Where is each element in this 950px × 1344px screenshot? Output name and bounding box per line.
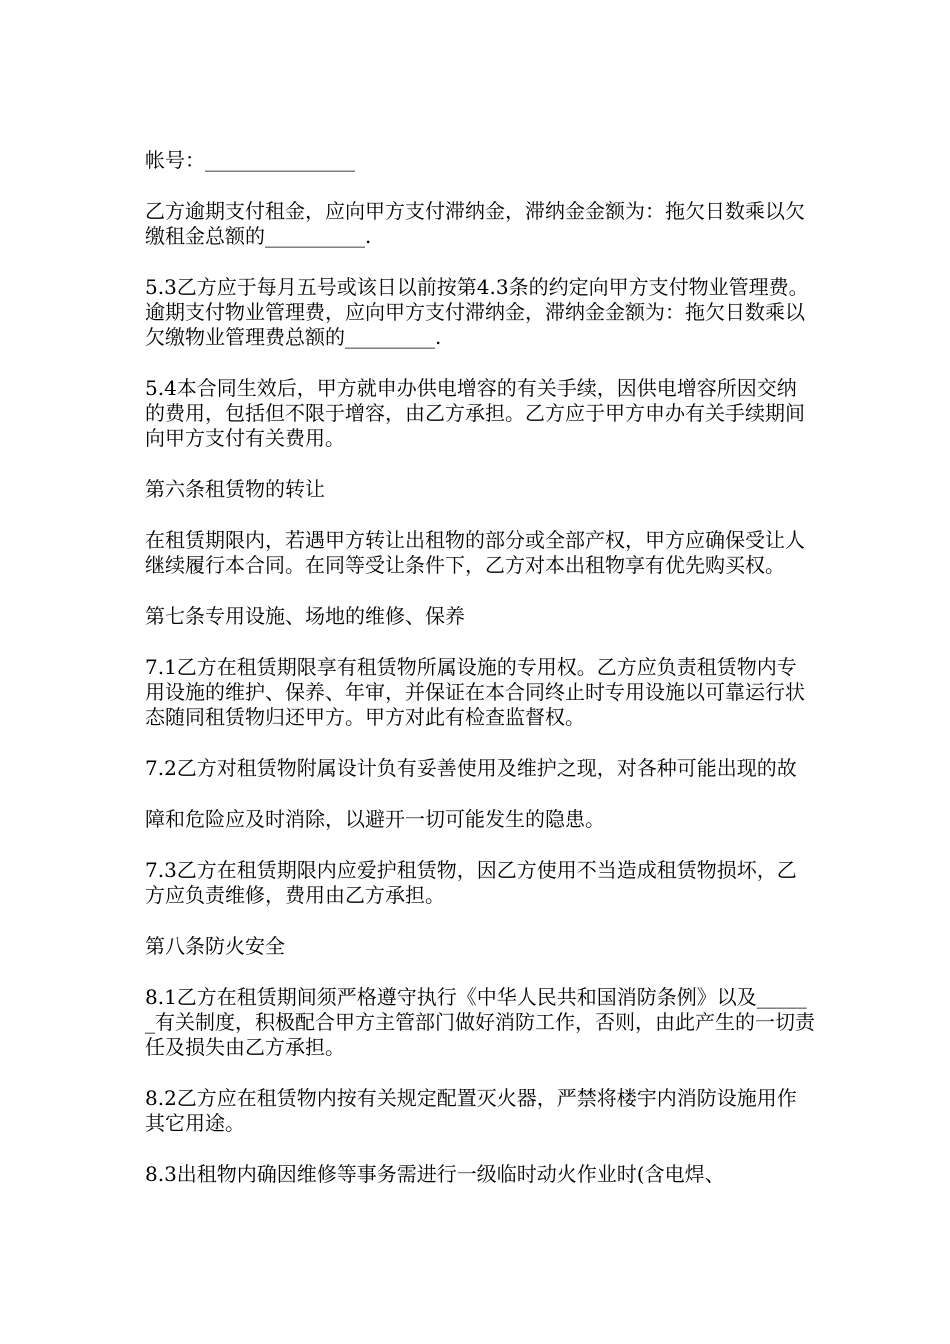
article-7-heading: 第七条专用设施、场地的维修、保养 [145, 604, 465, 628]
clause-7-2-continuation: 障和危险应及时消除，以避开一切可能发生的隐患。 [145, 807, 605, 831]
rent-late-fee-paragraph: 乙方逾期支付租金，应向甲方支付滞纳金，滞纳金金额为：拖欠日数乘以欠缴租金总额的__________. [145, 199, 805, 248]
clause-7-1-paragraph: 7.1乙方在租赁期限享有租赁物所属设施的专用权。乙方应负责租赁物内专用设施的维护、保养、年审，并保证在本合同终止时专用设施以可靠运行状态随同租赁物归还甲方。甲方对此有检查监督权。 [145, 655, 805, 729]
clause-8-1-paragraph: 8.1乙方在租赁期间须严格遵守执行《中华人民共和国消防条例》以及______有关制度，积极配合甲方主管部门做好消防工作，否则，由此产生的一切责任及损失由乙方承担。 [145, 985, 815, 1059]
clause-5-4-paragraph: 5.4本合同生效后，甲方就申办供电增容的有关手续，因供电增容所因交纳的费用，包括但不限于增容，由乙方承担。乙方应于甲方申办有关手续期间向甲方支付有关费用。 [145, 376, 805, 450]
clause-7-3-paragraph: 7.3乙方在租赁期限内应爱护租赁物，因乙方使用不当造成租赁物损坏，乙方应负责维修，费用由乙方承担。 [145, 858, 797, 907]
account-number-line: 帐号：_______________ [145, 148, 355, 172]
article-6-paragraph: 在租赁期限内，若遇甲方转让出租物的部分或全部产权，甲方应确保受让人继续履行本合同。在同等受让条件下，乙方对本出租物享有优先购买权。 [145, 528, 805, 577]
clause-8-2-paragraph: 8.2乙方应在租赁物内按有关规定配置灭火器，严禁将楼宇内消防设施用作其它用途。 [145, 1086, 797, 1135]
article-6-heading: 第六条租赁物的转让 [145, 477, 325, 501]
clause-8-3-paragraph: 8.3出租物内确因维修等事务需进行一级临时动火作业时(含电焊、 [145, 1162, 725, 1186]
article-8-heading: 第八条防火安全 [145, 934, 285, 958]
document-body [145, 148, 815, 1213]
clause-7-2-paragraph: 7.2乙方对租赁物附属设计负有妥善使用及维护之现，对各种可能出现的故 [145, 756, 797, 780]
clause-5-3-paragraph: 5.3乙方应于每月五号或该日以前按第4.3条的约定向甲方支付物业管理费。逾期支付物业管理费，应向甲方支付滞纳金，滞纳金金额为：拖欠日数乘以欠缴物业管理费总额的_________. [145, 275, 809, 349]
